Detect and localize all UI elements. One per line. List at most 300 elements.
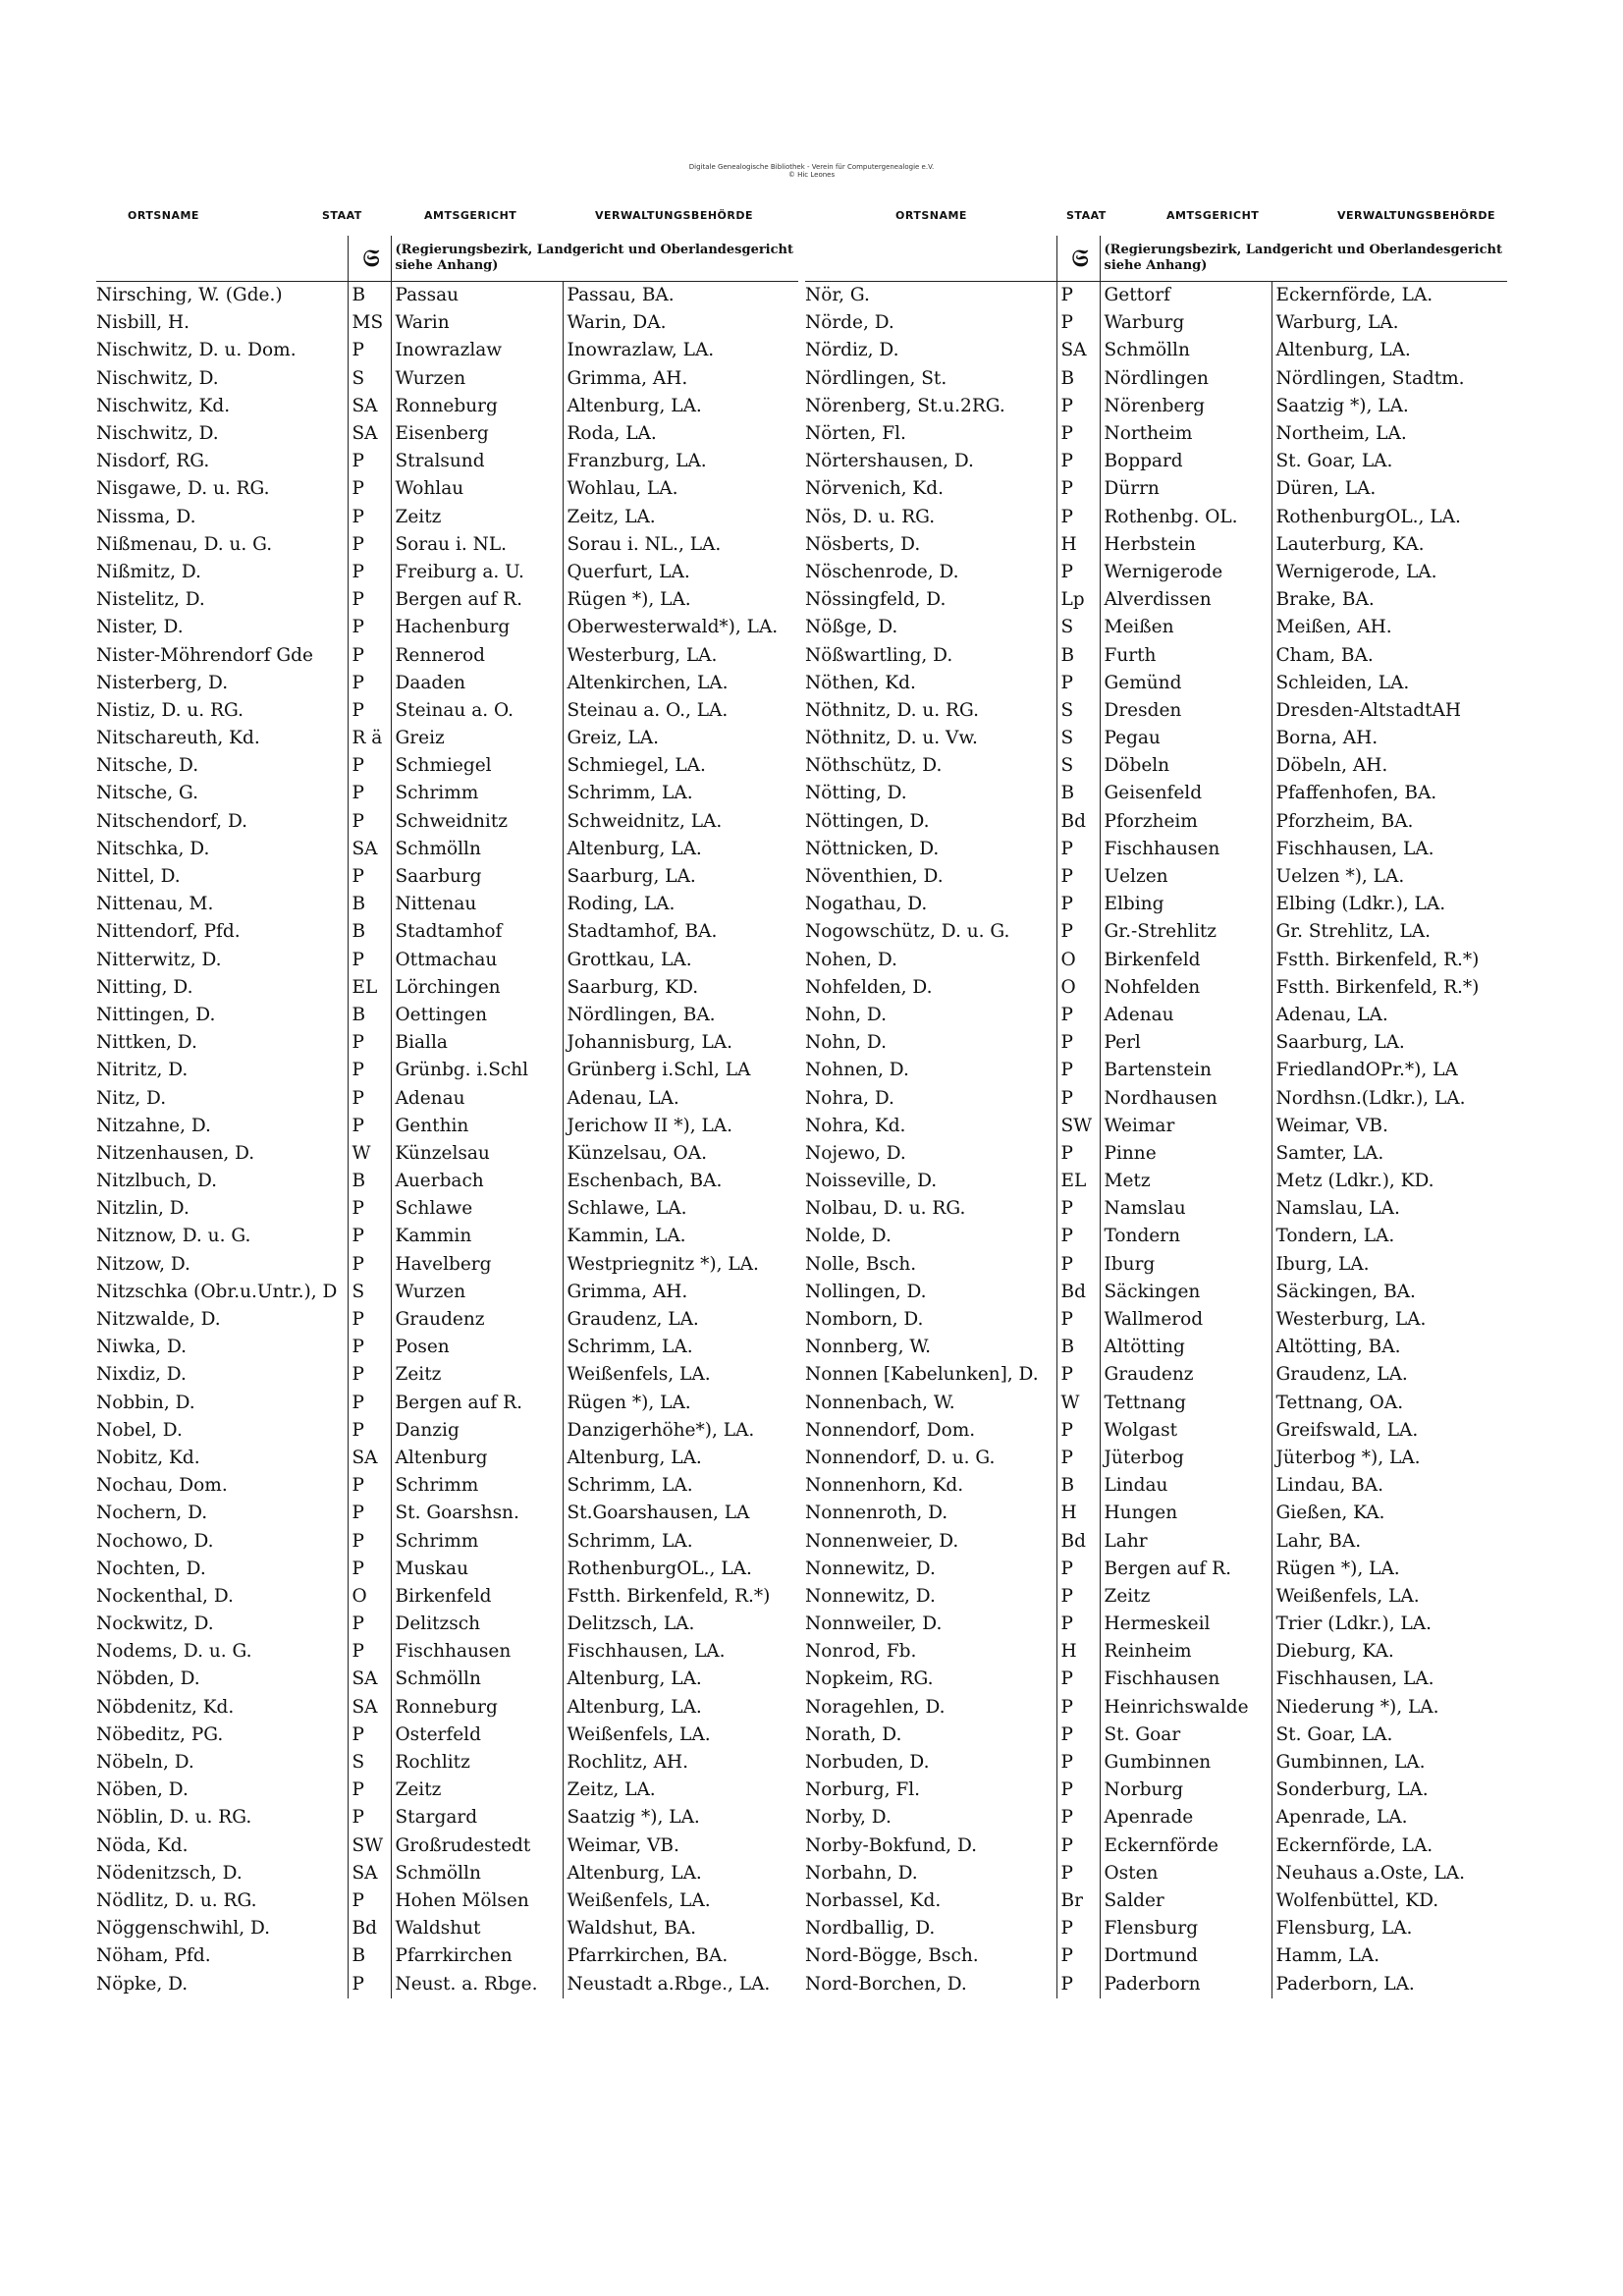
right-verwaltung-cell: Wolfenbüttel, KD.: [1271, 1887, 1507, 1915]
right-verwaltung-cell: Westerburg, LA.: [1271, 1306, 1507, 1334]
left-staat-cell: B: [348, 1168, 391, 1195]
right-verwaltung-cell: Altötting, BA.: [1271, 1334, 1507, 1361]
left-verwaltung-cell: Altenkirchen, LA.: [563, 670, 798, 697]
left-ortsname-cell: Nöham, Pfd.: [96, 1945, 211, 1967]
right-staat-cell: P: [1056, 1860, 1100, 1887]
left-ortsname-cell: Nitritz, D.: [96, 1060, 189, 1081]
right-verwaltung-cell: Lauterburg, KA.: [1271, 531, 1507, 559]
left-ortsname-cell: Nirsching, W. (Gde.): [96, 285, 283, 306]
right-table-row: [805, 1113, 1507, 1140]
left-table-row: [96, 1029, 798, 1057]
right-verwaltung-cell: Brake, BA.: [1271, 586, 1507, 614]
right-verwaltung-cell: Weißenfels, LA.: [1271, 1583, 1507, 1611]
left-ortsname-cell: Nisgawe, D. u. RG.: [96, 478, 270, 500]
right-amtsgericht-cell: Zeitz: [1100, 1583, 1271, 1611]
left-staat-cell: P: [348, 1500, 391, 1527]
left-table-row: [96, 1057, 798, 1084]
right-ortsname-cell: Nogowschütz, D. u. G.: [805, 921, 1010, 943]
left-verwaltung-cell: Rochlitz, AH.: [563, 1749, 798, 1777]
right-amtsgericht-cell: Graudenz: [1100, 1361, 1271, 1389]
right-verwaltung-cell: Dresden-AltstadtAH: [1271, 697, 1507, 725]
left-subheader-staat-symbol: 𝔖: [348, 236, 391, 282]
right-verwaltung-cell: Wernigerode, LA.: [1271, 559, 1507, 586]
right-amtsgericht-cell: Dresden: [1100, 697, 1271, 725]
right-verwaltung-cell: Eckernförde, LA.: [1271, 1832, 1507, 1860]
right-table-row: [805, 752, 1507, 780]
right-amtsgericht-cell: Wolgast: [1100, 1417, 1271, 1445]
right-amtsgericht-cell: Northeim: [1100, 420, 1271, 448]
right-amtsgericht-cell: Iburg: [1100, 1251, 1271, 1279]
right-ortsname-cell: Nördiz, D.: [805, 340, 899, 361]
left-amtsgericht-cell: Stralsund: [391, 448, 563, 475]
left-ortsname-cell: Nöbdenitz, Kd.: [96, 1696, 235, 1718]
right-verwaltung-cell: Samter, LA.: [1271, 1140, 1507, 1168]
left-staat-cell: B: [348, 1942, 391, 1970]
left-amtsgericht-cell: Bergen auf R.: [391, 1390, 563, 1417]
right-staat-cell: P: [1056, 1583, 1100, 1611]
left-amtsgericht-cell: St. Goarshsn.: [391, 1500, 563, 1527]
left-amtsgericht-cell: Genthin: [391, 1113, 563, 1140]
left-ortsname-cell: Nistiz, D. u. RG.: [96, 699, 243, 721]
right-table-row: [805, 1002, 1507, 1029]
right-amtsgericht-cell: Metz: [1100, 1168, 1271, 1195]
left-table-row: [96, 1223, 798, 1250]
left-amtsgericht-cell: Adenau: [391, 1084, 563, 1112]
right-table-row: [805, 1500, 1507, 1527]
right-table-row: [805, 1777, 1507, 1804]
right-amtsgericht-cell: Bartenstein: [1100, 1057, 1271, 1084]
left-table-row: [96, 586, 798, 614]
left-amtsgericht-cell: Warin: [391, 309, 563, 337]
left-staat-cell: P: [348, 531, 391, 559]
left-table-row: [96, 1915, 798, 1942]
left-amtsgericht-cell: Auerbach: [391, 1168, 563, 1195]
left-amtsgericht-cell: Saarburg: [391, 863, 563, 891]
right-amtsgericht-cell: Nördlingen: [1100, 365, 1271, 393]
left-staat-cell: SA: [348, 393, 391, 420]
right-amtsgericht-cell: Herbstein: [1100, 531, 1271, 559]
right-amtsgericht-cell: Wernigerode: [1100, 559, 1271, 586]
left-verwaltung-cell: Saarburg, LA.: [563, 863, 798, 891]
left-staat-cell: O: [348, 1583, 391, 1611]
left-table-row: [96, 752, 798, 780]
left-verwaltung-cell: Warin, DA.: [563, 309, 798, 337]
right-staat-cell: P: [1056, 670, 1100, 697]
left-verwaltung-cell: Franzburg, LA.: [563, 448, 798, 475]
right-table-row: [805, 670, 1507, 697]
left-verwaltung-cell: Adenau, LA.: [563, 1084, 798, 1112]
left-table-row: [96, 1583, 798, 1611]
right-header-verwaltung: VERWALTUNGSBEHÖRDE: [1337, 209, 1496, 222]
left-amtsgericht-cell: Posen: [391, 1334, 563, 1361]
right-table-row: [805, 1915, 1507, 1942]
right-verwaltung-cell: FriedlandOPr.*), LA: [1271, 1057, 1507, 1084]
right-verwaltung-cell: Fstth. Birkenfeld, R.*): [1271, 947, 1507, 974]
right-table-row: [805, 1583, 1507, 1611]
left-staat-cell: P: [348, 1970, 391, 1997]
right-staat-cell: P: [1056, 836, 1100, 863]
left-ortsname-cell: Nöpke, D.: [96, 1973, 189, 1995]
left-table-row: [96, 1417, 798, 1445]
right-staat-cell: Bd: [1056, 1279, 1100, 1306]
right-staat-cell: P: [1056, 420, 1100, 448]
left-ortsname-cell: Nöbeditz, PG.: [96, 1723, 224, 1745]
left-staat-cell: SA: [348, 1860, 391, 1887]
left-ortsname-cell: Nockwitz, D.: [96, 1613, 214, 1635]
left-amtsgericht-cell: Delitzsch: [391, 1611, 563, 1638]
left-verwaltung-cell: Westpriegnitz *), LA.: [563, 1251, 798, 1279]
left-verwaltung-cell: Graudenz, LA.: [563, 1306, 798, 1334]
left-verwaltung-cell: Wohlau, LA.: [563, 475, 798, 503]
right-ortsname-cell: Nohnen, D.: [805, 1060, 909, 1081]
left-ortsname-cell: Nisbill, H.: [96, 312, 189, 334]
right-amtsgericht-cell: Pforzheim: [1100, 808, 1271, 836]
credit-line: [0, 163, 1623, 179]
left-staat-cell: W: [348, 1140, 391, 1168]
left-verwaltung-cell: Fischhausen, LA.: [563, 1638, 798, 1666]
right-amtsgericht-cell: Säckingen: [1100, 1279, 1271, 1306]
left-table-row: [96, 1334, 798, 1361]
left-verwaltung-cell: Passau, BA.: [563, 282, 798, 310]
right-ortsname-cell: Nonnendorf, D. u. G.: [805, 1447, 996, 1468]
right-amtsgericht-cell: Wallmerod: [1100, 1306, 1271, 1334]
left-ortsname-cell: Nödlitz, D. u. RG.: [96, 1889, 257, 1911]
left-verwaltung-cell: Grimma, AH.: [563, 365, 798, 393]
right-verwaltung-cell: Schleiden, LA.: [1271, 670, 1507, 697]
left-amtsgericht-cell: Künzelsau: [391, 1140, 563, 1168]
right-staat-cell: P: [1056, 1223, 1100, 1250]
right-amtsgericht-cell: Fischhausen: [1100, 1666, 1271, 1693]
left-verwaltung-cell: Kammin, LA.: [563, 1223, 798, 1250]
left-verwaltung-cell: Stadtamhof, BA.: [563, 918, 798, 946]
left-table-row: [96, 559, 798, 586]
right-ortsname-cell: Nohfelden, D.: [805, 976, 933, 998]
right-amtsgericht-cell: Namslau: [1100, 1195, 1271, 1223]
right-verwaltung-cell: Saatzig *), LA.: [1271, 393, 1507, 420]
right-amtsgericht-cell: Gettorf: [1100, 282, 1271, 310]
right-staat-cell: B: [1056, 780, 1100, 807]
left-ortsname-cell: Nitzenhausen, D.: [96, 1142, 255, 1164]
right-verwaltung-cell: Apenrade, LA.: [1271, 1804, 1507, 1831]
left-amtsgericht-cell: Schweidnitz: [391, 808, 563, 836]
right-table-row: [805, 504, 1507, 531]
right-staat-cell: P: [1056, 1417, 1100, 1445]
right-staat-cell: H: [1056, 1500, 1100, 1527]
left-amtsgericht-cell: Wurzen: [391, 1279, 563, 1306]
left-ortsname-cell: Nobitz, Kd.: [96, 1447, 200, 1468]
left-ortsname-cell: Nitting, D.: [96, 976, 193, 998]
right-table-row: [805, 1390, 1507, 1417]
right-amtsgericht-cell: Pegau: [1100, 725, 1271, 752]
right-table-row: [805, 1084, 1507, 1112]
left-staat-cell: P: [348, 670, 391, 697]
right-ortsname-cell: Nord-Borchen, D.: [805, 1973, 967, 1995]
left-header-ortsname: ORTSNAME: [128, 209, 199, 222]
left-ortsname-cell: Nixdiz, D.: [96, 1364, 187, 1386]
right-verwaltung-cell: Lahr, BA.: [1271, 1527, 1507, 1555]
right-staat-cell: P: [1056, 1749, 1100, 1777]
right-verwaltung-cell: Namslau, LA.: [1271, 1195, 1507, 1223]
left-verwaltung-cell: Grimma, AH.: [563, 1279, 798, 1306]
left-table-row: [96, 282, 798, 310]
left-amtsgericht-cell: Schmiegel: [391, 752, 563, 780]
left-table-row: [96, 1472, 798, 1500]
left-amtsgericht-cell: Bialla: [391, 1029, 563, 1057]
left-amtsgericht-cell: Graudenz: [391, 1306, 563, 1334]
right-ortsname-cell: Nößwartling, D.: [805, 644, 953, 666]
left-ortsname-cell: Nitzschka (Obr.u.Untr.), D: [96, 1281, 338, 1302]
left-verwaltung-cell: Roding, LA.: [563, 891, 798, 918]
left-staat-cell: P: [348, 1195, 391, 1223]
left-verwaltung-cell: Künzelsau, OA.: [563, 1140, 798, 1168]
right-staat-cell: P: [1056, 1804, 1100, 1831]
right-staat-cell: P: [1056, 504, 1100, 531]
right-table-row: [805, 420, 1507, 448]
left-amtsgericht-cell: Daaden: [391, 670, 563, 697]
right-staat-cell: B: [1056, 641, 1100, 669]
left-table-row: [96, 1942, 798, 1970]
left-amtsgericht-cell: Großrudestedt: [391, 1832, 563, 1860]
left-ortsname-cell: Nittenau, M.: [96, 894, 214, 915]
left-table-row: [96, 1113, 798, 1140]
right-amtsgericht-cell: Eckernförde: [1100, 1832, 1271, 1860]
left-table-row: [96, 1694, 798, 1722]
right-verwaltung-cell: Graudenz, LA.: [1271, 1361, 1507, 1389]
right-staat-cell: P: [1056, 559, 1100, 586]
left-amtsgericht-cell: Wurzen: [391, 365, 563, 393]
right-staat-cell: B: [1056, 365, 1100, 393]
left-staat-cell: Bd: [348, 1915, 391, 1942]
left-amtsgericht-cell: Neust. a. Rbge.: [391, 1970, 563, 1997]
right-ortsname-cell: Nonnewitz, D.: [805, 1558, 936, 1579]
right-ortsname-cell: Nojewo, D.: [805, 1142, 906, 1164]
left-verwaltung-cell: Johannisburg, LA.: [563, 1029, 798, 1057]
right-ortsname-cell: Nötting, D.: [805, 783, 907, 804]
left-staat-cell: P: [348, 1334, 391, 1361]
left-amtsgericht-cell: Steinau a. O.: [391, 697, 563, 725]
right-amtsgericht-cell: Hungen: [1100, 1500, 1271, 1527]
left-verwaltung-cell: Altenburg, LA.: [563, 1445, 798, 1472]
left-amtsgericht-cell: Passau: [391, 282, 563, 310]
right-table-row: [805, 448, 1507, 475]
left-verwaltung-cell: Neustadt a.Rbge., LA.: [563, 1970, 798, 1997]
right-table-row: [805, 1611, 1507, 1638]
right-table-row: [805, 1057, 1507, 1084]
right-table-row: [805, 1887, 1507, 1915]
left-staat-cell: P: [348, 1057, 391, 1084]
left-amtsgericht-cell: Rennerod: [391, 641, 563, 669]
right-table-row: [805, 725, 1507, 752]
left-amtsgericht-cell: Stadtamhof: [391, 918, 563, 946]
left-ortsname-cell: Nöblin, D. u. RG.: [96, 1807, 252, 1829]
left-verwaltung-cell: Sorau i. NL., LA.: [563, 531, 798, 559]
right-verwaltung-cell: Flensburg, LA.: [1271, 1915, 1507, 1942]
right-staat-cell: O: [1056, 947, 1100, 974]
left-staat-cell: P: [348, 1472, 391, 1500]
left-table-row: [96, 863, 798, 891]
right-ortsname-cell: Nohra, D.: [805, 1087, 894, 1109]
right-ortsname-cell: Nordballig, D.: [805, 1918, 936, 1940]
right-staat-cell: H: [1056, 1638, 1100, 1666]
right-table-row: [805, 641, 1507, 669]
left-staat-cell: SA: [348, 836, 391, 863]
left-ortsname-cell: Nochern, D.: [96, 1503, 208, 1524]
left-staat-cell: P: [348, 863, 391, 891]
right-table-row: [805, 780, 1507, 807]
left-ortsname-cell: Nockenthal, D.: [96, 1585, 234, 1607]
right-verwaltung-cell: Warburg, LA.: [1271, 309, 1507, 337]
right-ortsname-cell: Nör, G.: [805, 285, 870, 306]
right-verwaltung-cell: Northeim, LA.: [1271, 420, 1507, 448]
left-amtsgericht-cell: Havelberg: [391, 1251, 563, 1279]
right-amtsgericht-cell: Norburg: [1100, 1777, 1271, 1804]
right-amtsgericht-cell: Apenrade: [1100, 1804, 1271, 1831]
right-subheader-note: (Regierungsbezirk, Landgericht und Oberlandesgericht siehe Anhang): [1100, 236, 1507, 282]
left-verwaltung-cell: Zeitz, LA.: [563, 1777, 798, 1804]
right-amtsgericht-cell: Hermeskeil: [1100, 1611, 1271, 1638]
left-amtsgericht-cell: Danzig: [391, 1417, 563, 1445]
left-verwaltung-cell: Nördlingen, BA.: [563, 1002, 798, 1029]
right-table-row: [805, 586, 1507, 614]
left-staat-cell: P: [348, 1556, 391, 1583]
right-staat-cell: Bd: [1056, 808, 1100, 836]
left-staat-cell: P: [348, 752, 391, 780]
left-amtsgericht-cell: Schrimm: [391, 1527, 563, 1555]
left-header-staat: STAAT: [322, 209, 362, 222]
left-table-row: [96, 1638, 798, 1666]
left-table-row: [96, 1860, 798, 1887]
right-staat-cell: P: [1056, 1140, 1100, 1168]
right-staat-cell: P: [1056, 1195, 1100, 1223]
right-verwaltung-cell: Döbeln, AH.: [1271, 752, 1507, 780]
right-verwaltung-cell: Greifswald, LA.: [1271, 1417, 1507, 1445]
left-table-row: [96, 337, 798, 364]
right-staat-cell: SA: [1056, 337, 1100, 364]
right-verwaltung-cell: Iburg, LA.: [1271, 1251, 1507, 1279]
left-ortsname-cell: Nitzwalde, D.: [96, 1309, 221, 1331]
right-table-row: [805, 1168, 1507, 1195]
right-ortsname-cell: Nöthschütz, D.: [805, 755, 943, 777]
left-verwaltung-cell: Schrimm, LA.: [563, 780, 798, 807]
left-ortsname-cell: Nitschka, D.: [96, 838, 210, 859]
right-table-row: [805, 1334, 1507, 1361]
left-staat-cell: P: [348, 586, 391, 614]
right-staat-cell: P: [1056, 309, 1100, 337]
right-verwaltung-cell: Fischhausen, LA.: [1271, 1666, 1507, 1693]
left-verwaltung-cell: Oberwesterwald*), LA.: [563, 614, 798, 641]
left-verwaltung-cell: Schrimm, LA.: [563, 1334, 798, 1361]
right-register-table: [805, 236, 1507, 1998]
left-staat-cell: SA: [348, 1694, 391, 1722]
left-ortsname-cell: Nöben, D.: [96, 1779, 189, 1801]
left-staat-cell: P: [348, 1084, 391, 1112]
right-amtsgericht-cell: Nörenberg: [1100, 393, 1271, 420]
left-amtsgericht-cell: Hohen Mölsen: [391, 1887, 563, 1915]
right-ortsname-cell: Nohn, D.: [805, 1032, 887, 1054]
right-amtsgericht-cell: Gumbinnen: [1100, 1749, 1271, 1777]
right-table-row: [805, 1804, 1507, 1831]
left-table-row: [96, 725, 798, 752]
left-ortsname-cell: Nißmitz, D.: [96, 561, 201, 582]
left-staat-cell: B: [348, 282, 391, 310]
right-verwaltung-cell: Tettnang, OA.: [1271, 1390, 1507, 1417]
left-verwaltung-cell: Altenburg, LA.: [563, 1860, 798, 1887]
left-amtsgericht-cell: Pfarrkirchen: [391, 1942, 563, 1970]
left-staat-cell: P: [348, 1722, 391, 1749]
right-amtsgericht-cell: Perl: [1100, 1029, 1271, 1057]
left-ortsname-cell: Nisterberg, D.: [96, 672, 229, 693]
left-ortsname-cell: Nistelitz, D.: [96, 589, 205, 611]
right-ortsname-cell: Nonrod, Fb.: [805, 1641, 917, 1663]
left-staat-cell: P: [348, 1638, 391, 1666]
right-table-row: [805, 891, 1507, 918]
left-verwaltung-cell: Eschenbach, BA.: [563, 1168, 798, 1195]
left-staat-cell: R ä: [348, 725, 391, 752]
right-amtsgericht-cell: Jüterbog: [1100, 1445, 1271, 1472]
right-ortsname-cell: Nöttnicken, D.: [805, 838, 940, 859]
right-amtsgericht-cell: Pinne: [1100, 1140, 1271, 1168]
left-table-row: [96, 1500, 798, 1527]
right-ortsname-cell: Növenthien, D.: [805, 866, 944, 888]
left-amtsgericht-cell: Stargard: [391, 1804, 563, 1831]
right-staat-cell: Lp: [1056, 586, 1100, 614]
right-table-row: [805, 1749, 1507, 1777]
right-verwaltung-cell: Neuhaus a.Oste, LA.: [1271, 1860, 1507, 1887]
right-staat-cell: P: [1056, 1970, 1100, 1997]
right-ortsname-cell: Nolle, Bsch.: [805, 1253, 917, 1275]
left-staat-cell: P: [348, 947, 391, 974]
left-ortsname-cell: Nödenitzsch, D.: [96, 1862, 243, 1884]
left-ortsname-cell: Nobbin, D.: [96, 1392, 195, 1413]
right-ortsname-cell: Nonnenroth, D.: [805, 1503, 948, 1524]
right-verwaltung-cell: RothenburgOL., LA.: [1271, 504, 1507, 531]
right-ortsname-cell: Nöthnitz, D. u. RG.: [805, 699, 979, 721]
left-verwaltung-cell: Altenburg, LA.: [563, 1694, 798, 1722]
left-staat-cell: S: [348, 1749, 391, 1777]
right-amtsgericht-cell: Tondern: [1100, 1223, 1271, 1250]
right-ortsname-cell: Norbassel, Kd.: [805, 1889, 942, 1911]
right-verwaltung-cell: St. Goar, LA.: [1271, 448, 1507, 475]
left-table-row: [96, 697, 798, 725]
right-ortsname-cell: Nonnberg, W.: [805, 1337, 932, 1358]
right-table-row: [805, 365, 1507, 393]
left-amtsgericht-cell: Altenburg: [391, 1445, 563, 1472]
left-verwaltung-cell: Grünberg i.Schl, LA: [563, 1057, 798, 1084]
left-amtsgericht-cell: Schrimm: [391, 1472, 563, 1500]
left-amtsgericht-cell: Nittenau: [391, 891, 563, 918]
left-table-row: [96, 836, 798, 863]
left-table-row: [96, 641, 798, 669]
right-staat-cell: P: [1056, 918, 1100, 946]
left-staat-cell: S: [348, 365, 391, 393]
left-staat-cell: B: [348, 1002, 391, 1029]
right-amtsgericht-cell: Döbeln: [1100, 752, 1271, 780]
right-verwaltung-cell: Nordhsn.(Ldkr.), LA.: [1271, 1084, 1507, 1112]
left-table-row: [96, 1168, 798, 1195]
left-ortsname-cell: Nochten, D.: [96, 1558, 206, 1579]
left-amtsgericht-cell: Rochlitz: [391, 1749, 563, 1777]
left-amtsgericht-cell: Osterfeld: [391, 1722, 563, 1749]
left-verwaltung-cell: Roda, LA.: [563, 420, 798, 448]
right-table-row: [805, 531, 1507, 559]
left-staat-cell: P: [348, 1251, 391, 1279]
right-table-row: [805, 1306, 1507, 1334]
left-ortsname-cell: Nischwitz, Kd.: [96, 395, 231, 416]
left-table-row: [96, 1722, 798, 1749]
left-ortsname-cell: Nissma, D.: [96, 506, 196, 527]
right-amtsgericht-cell: Meißen: [1100, 614, 1271, 641]
right-table-row: [805, 918, 1507, 946]
